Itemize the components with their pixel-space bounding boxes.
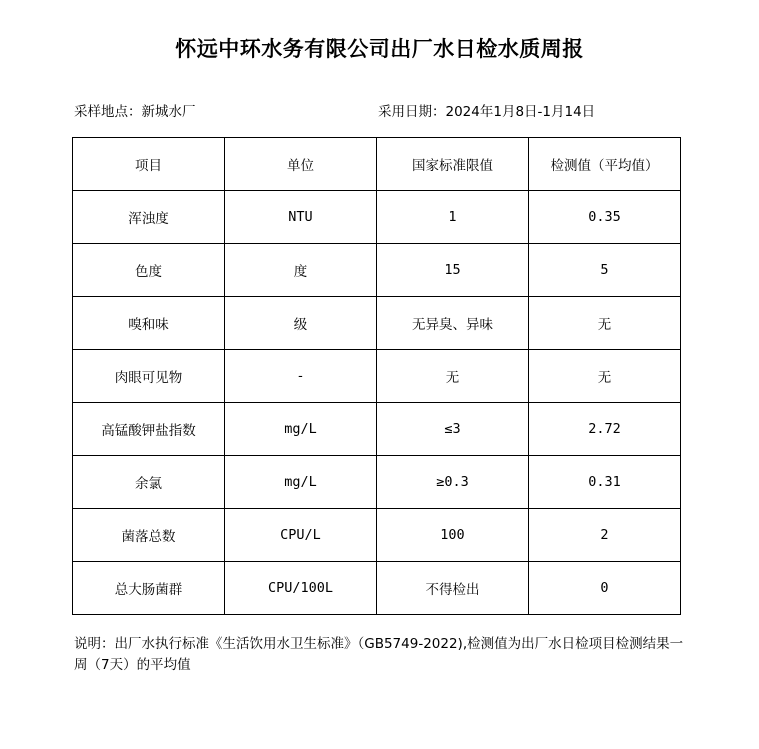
cell-item: 总大肠菌群 — [73, 562, 225, 615]
cell-item: 高锰酸钾盐指数 — [73, 403, 225, 456]
cell-limit: 无 — [377, 350, 529, 403]
cell-value: 0.31 — [529, 456, 681, 509]
table-row — [73, 403, 681, 456]
table-row — [73, 509, 681, 562]
cell-limit: 15 — [377, 244, 529, 297]
header-unit: 单位 — [225, 138, 377, 191]
cell-value: 0 — [529, 562, 681, 615]
cell-value: 5 — [529, 244, 681, 297]
cell-value: 2 — [529, 509, 681, 562]
cell-item: 菌落总数 — [73, 509, 225, 562]
cell-unit: mg/L — [225, 403, 377, 456]
cell-value: 2.72 — [529, 403, 681, 456]
table-row — [73, 191, 681, 244]
table-header-row — [73, 138, 681, 191]
sampling-location: 采样地点：新城水厂 — [74, 104, 196, 120]
table-row — [73, 244, 681, 297]
cell-unit: - — [225, 350, 377, 403]
table-row — [73, 562, 681, 615]
page-title: 怀远中环水务有限公司出厂水日检水质周报 — [175, 37, 584, 61]
cell-value: 0.35 — [529, 191, 681, 244]
cell-unit: 度 — [225, 244, 377, 297]
table-row — [73, 350, 681, 403]
cell-unit: NTU — [225, 191, 377, 244]
table-row — [73, 297, 681, 350]
cell-limit: 1 — [377, 191, 529, 244]
header-limit: 国家标准限值 — [377, 138, 529, 191]
cell-unit: 级 — [225, 297, 377, 350]
cell-unit: mg/L — [225, 456, 377, 509]
cell-item: 嗅和味 — [73, 297, 225, 350]
cell-item: 肉眼可见物 — [73, 350, 225, 403]
cell-item: 色度 — [73, 244, 225, 297]
cell-item: 浑浊度 — [73, 191, 225, 244]
cell-limit: 无异臭、异味 — [377, 297, 529, 350]
table-row — [73, 456, 681, 509]
cell-unit: CPU/100L — [225, 562, 377, 615]
header-item: 项目 — [73, 138, 225, 191]
cell-limit: 不得检出 — [377, 562, 529, 615]
cell-item: 余氯 — [73, 456, 225, 509]
header-value: 检测值（平均值） — [529, 138, 681, 191]
water-quality-table — [72, 137, 681, 615]
cell-limit: ≥0.3 — [377, 456, 529, 509]
cell-value: 无 — [529, 350, 681, 403]
cell-limit: ≤3 — [377, 403, 529, 456]
cell-value: 无 — [529, 297, 681, 350]
cell-unit: CPU/L — [225, 509, 377, 562]
cell-limit: 100 — [377, 509, 529, 562]
sampling-date: 采用日期：2024年1月8日-1月14日 — [378, 104, 596, 120]
footnote: 说明：出厂水执行标准《生活饮用水卫生标准》（GB5749-2022),检测值为出厂水日检项目检测结果一周（7天）的平均值 — [74, 636, 684, 673]
